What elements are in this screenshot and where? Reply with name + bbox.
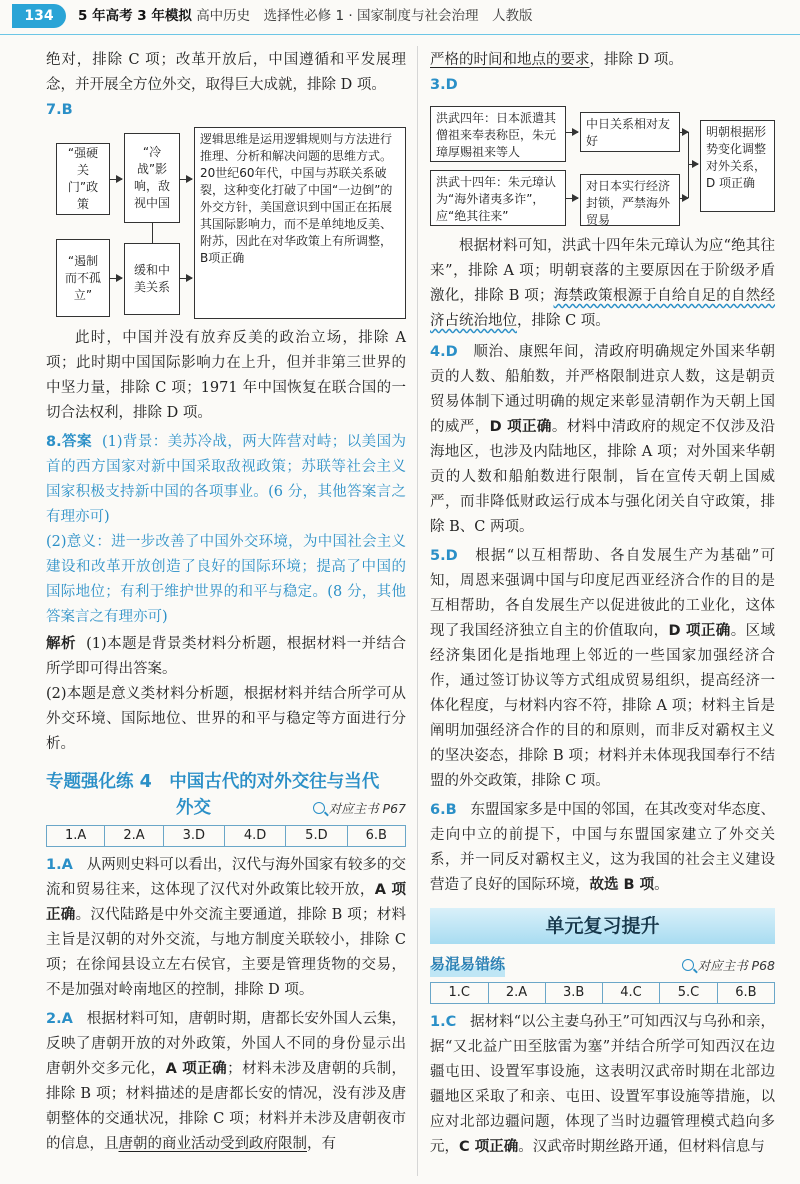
question-1 xyxy=(46,853,406,1003)
question-answer: A xyxy=(61,1011,73,1027)
q4-text: 顺治、康熙年间，清政府明确规定外国来华朝贡的人数、船舶数，并严格限制进京人数，这是朝贡贸易体制下通过明确的规定来彰显清朝作为天朝上国的威严， xyxy=(430,344,775,435)
flow-box-hardline-policy: “强硬关门”政策 xyxy=(56,143,110,215)
q5-correct: D 项正确 xyxy=(668,623,731,639)
sub-section-label: 易混易错练 xyxy=(430,952,505,977)
q2-underlined: 唐朝的商业活动受到政府限制 xyxy=(118,1136,307,1152)
connector-line xyxy=(680,198,688,199)
question-2 xyxy=(46,1007,406,1157)
question-8 xyxy=(46,430,406,530)
q8-analysis-1: (1)本题是背景类材料分析题，根据材料一并结合所学即可得出答案。 xyxy=(46,636,406,677)
unit-review-banner: 单元复习提升 xyxy=(430,908,775,944)
q3-wavy: 海禁政策根源于自给自足的自然经济占统治地位 xyxy=(430,288,776,329)
search-icon xyxy=(313,802,325,814)
question-answer: B xyxy=(445,802,457,818)
sub-ref-text: 对应主书 P68 xyxy=(697,958,775,973)
q2-continuation xyxy=(430,48,775,73)
answer-cell: 4.D xyxy=(224,826,285,847)
question-number: 2. xyxy=(46,1011,62,1027)
q2-text: 根据材料可知，唐朝时期，唐都长安外国人云集，反映了唐朝开放的对外政策，外国人不同的身份显示出唐朝外交多元化， xyxy=(46,1011,407,1077)
q3-explanation xyxy=(430,234,775,334)
connector-line xyxy=(152,223,153,243)
page-header xyxy=(0,0,800,35)
question-number: 4. xyxy=(430,344,446,360)
r1-correct: C 项正确 xyxy=(459,1139,519,1155)
arrow xyxy=(180,278,192,279)
q8-answer-1: (1)背景：美苏冷战，两大阵营对峙；以美国为首的西方国家对新中国采取敌视政策；苏联等社会主义国家积极支持新中国的各项事业。(6 分，其他答案言之有理亦可) xyxy=(46,434,406,525)
question-number: 3. xyxy=(430,77,446,93)
q2-correct: A 项正确 xyxy=(165,1061,228,1077)
question-answer: C xyxy=(445,1014,457,1030)
q1-text-cont: 。汉代陆路是中外交流主要通道，排除 B 项；材料主旨是汉朝的对外交流，与地方制度关联较小，排除 C 项；在徐闻县设立左右侯官，主要是管理货物的交易，不是加强对岭南地区的控制，排除 D 项。 xyxy=(46,907,407,998)
answer-cell: 6.B xyxy=(717,983,774,1004)
q6-text-end: 。 xyxy=(654,877,669,893)
q7-flowchart xyxy=(46,127,406,322)
answer-cell: 3.B xyxy=(545,983,602,1004)
r1-text: 据材料“以公主妻乌孙王”可知西汉与乌孙和亲，据“又北益广田至胘雷为塞”并结合所学可知西汉在边疆屯田、设置军事设施，这表明汉武帝时期在北部边疆地区采取了和亲、屯田、设置军事设施等措施，以应对北部边疆问题，体现了当时边疆管理模式趋向多元， xyxy=(430,1014,776,1155)
question-4 xyxy=(430,340,775,540)
answer-cell: 3.D xyxy=(163,826,224,847)
section-title-row2 xyxy=(46,795,406,821)
q5-text-cont: 。区域经济集团化是指地理上邻近的一些国家加强经济合作，通过签订协议等方式组成贸易组织，提高经济一体化程度，与材料内容不符，排除 A 项；材料主旨是阐明加强经济合作的目的和原则，而非反对霸权主义的坚决姿态，排除 B 项；材料并未体现我国奉行不结盟的外交政策，排除 C 项。 xyxy=(430,623,776,789)
question-number: 8. xyxy=(46,434,62,450)
question-3 xyxy=(430,73,775,98)
answer-table xyxy=(46,825,406,847)
q3-text-end: ，排除 C 项。 xyxy=(517,313,610,329)
question-number: 6. xyxy=(430,802,446,818)
answer-table xyxy=(430,982,775,1004)
flow-box-embargo: 对日本实行经济封锁，严禁海外贸易 xyxy=(580,174,680,226)
flow-box-conclusion: 明朝根据形势变化调整对外关系，D 项正确 xyxy=(700,120,775,212)
answer-cell: 1.A xyxy=(47,826,105,847)
flow-box-cold-war: “冷战”影响，敌视中国 xyxy=(124,133,180,223)
answer-cell: 5.D xyxy=(286,826,347,847)
answer-row xyxy=(431,983,775,1004)
sub-section-ref xyxy=(682,953,775,978)
question-7 xyxy=(46,98,406,123)
q2-cont-end: ，排除 D 项。 xyxy=(589,52,683,68)
flow-box-containment: “遏制而不孤立” xyxy=(56,239,110,317)
intro-text: 绝对，排除 C 项；改革开放后，中国遵循和平发展理念，并开展全方位外交，取得巨大成就，排除 D 项。 xyxy=(46,52,406,93)
r1-text-cont: 。汉武帝时期丝路开通，但材料信息与 xyxy=(518,1139,765,1155)
flow-box-friendly: 中日关系相对友好 xyxy=(580,112,680,152)
arrow xyxy=(566,132,578,133)
q5-text: 根据“以互相帮助、各自发展生产为基础”可知，周恩来强调中国与印度尼西亚经济合作的目的是互相帮助，各自发展生产以促进彼此的工业化，这体现了我国经济独立自主的价值取向， xyxy=(430,548,776,639)
left-column xyxy=(46,48,406,1157)
arrow xyxy=(110,179,122,180)
question-answer: A xyxy=(61,857,73,873)
section-title-line1: 专题强化练 4 中国古代的对外交往与当代 xyxy=(46,772,380,792)
flow-box-hongwu-14: 洪武十四年：朱元璋认为“海外诸夷多诈”，应“绝其往来” xyxy=(430,170,566,226)
sub-section-heading xyxy=(430,952,775,978)
connector-line xyxy=(688,132,689,198)
q3-flowchart xyxy=(430,102,775,230)
q6-correct: 故选 B 项 xyxy=(589,877,655,893)
question-number: 1. xyxy=(46,857,62,873)
answer-cell: 5.C xyxy=(660,983,718,1004)
question-number: 5. xyxy=(430,548,446,564)
arrow xyxy=(110,278,122,279)
flow-box-ease-relations: 缓和中美关系 xyxy=(124,243,180,315)
flow-box-hongwu-4: 洪武四年：日本派遣其僧祖来奉表称臣，朱元璋厚赐祖来等人 xyxy=(430,106,566,162)
q2-text-cont: ；材料未涉及唐朝的兵制，排除 B 项；材料描述的是唐都长安的情况，没有涉及唐朝整体的交通状况，排除 C 项；材料并未涉及唐朝夜市的信息，且 xyxy=(46,1061,407,1152)
column-divider xyxy=(417,46,418,1176)
q2-cont-underlined: 严格的时间和地点的要求 xyxy=(430,52,590,68)
review-question-1 xyxy=(430,1010,775,1160)
question-5 xyxy=(430,544,775,794)
answer-cell: 2.A xyxy=(488,983,545,1004)
question-number: 7. xyxy=(46,102,62,118)
header-title xyxy=(78,4,532,28)
q4-correct: D 项正确 xyxy=(489,419,552,435)
question-answer: D xyxy=(445,344,458,360)
answer-cell: 6.B xyxy=(347,826,405,847)
question-answer: D xyxy=(445,77,458,93)
arrow xyxy=(180,179,192,180)
analysis-label: 解析 xyxy=(46,636,76,652)
section-heading xyxy=(46,769,406,821)
q8-analysis-2: (2)本题是意义类材料分析题，根据材料并结合所学可从外交环境、国际地位、世界的和平与稳定等方面进行分析。 xyxy=(46,686,406,752)
section-title-line2: 外交 xyxy=(176,798,211,818)
question-answer: D xyxy=(445,548,458,564)
q2-text-end: ，有 xyxy=(307,1136,336,1152)
question-6 xyxy=(430,798,775,898)
section-ref-text: 对应主书 P67 xyxy=(328,801,406,816)
answer-label: 答案 xyxy=(61,434,92,450)
series-name: 5 年高考 3 年模拟 xyxy=(78,8,192,24)
section-ref xyxy=(313,796,406,821)
right-column xyxy=(430,48,775,1160)
q6-text: 东盟国家多是中国的邻国，在其改变对华态度、走向中立的前提下，中国与东盟国家建立了外交关系，并一同反对霸权主义，这为我国的社会主义建设营造了良好的国际环境， xyxy=(430,802,775,893)
connector-line xyxy=(680,132,688,133)
q1-text: 从两则史料可以看出，汉代与海外国家有较多的交流和贸易往来，这体现了汉代对外政策比较开放， xyxy=(46,857,407,898)
subject-name: 高中历史 选择性必修 1 · 国家制度与社会治理 人教版 xyxy=(196,8,533,24)
q3-text: 根据材料可知，洪武十四年朱元璋认为应“绝其往来”，排除 A 项；明朝衰落的主要原因在于阶级矛盾激化，排除 B 项； xyxy=(430,238,775,304)
answer-cell: 4.C xyxy=(602,983,660,1004)
arrow xyxy=(688,164,698,165)
answer-row xyxy=(47,826,406,847)
page-number: 134 xyxy=(12,4,66,28)
arrow xyxy=(566,198,578,199)
question-answer: B xyxy=(61,102,73,118)
flow-box-analysis: 逻辑思维是运用逻辑规则与方法进行推理、分析和解决问题的思维方式。20世纪60年代，中国与苏联关系破裂，这种变化打破了中国“一边倒”的外交方针，美国意识到中国正在拓展其国际影响力，而不是单纯地反美、附苏，因此在对华政策上有所调整，B项正确 xyxy=(194,127,406,319)
q4-text-cont: 。材料中清政府的规定不仅涉及沿海地区，也涉及内陆地区，排除 A 项；对外国来华朝贡的人数和船舶数进行限制，旨在宣传天朝上国威严，而非降低财政运行成本与强化闭关自守政策，排除 B、C 两项。 xyxy=(430,419,776,535)
question-number: 1. xyxy=(430,1014,446,1030)
q7-explanation: 此时，中国并没有放弃反美的政治立场，排除 A 项；此时期中国国际影响力在上升，但并非第三世界的中坚力量，排除 C 项；1971 年中国恢复在联合国的一切合法权利，排除 D 项。 xyxy=(46,330,406,421)
search-icon xyxy=(682,959,694,971)
q8-analysis-1-row xyxy=(46,632,406,682)
q1-correct: A 项正确 xyxy=(46,882,406,923)
answer-cell: 2.A xyxy=(105,826,163,847)
q8-answer-2: (2)意义：进一步改善了中国外交环境，为中国社会主义建设和改革开放创造了良好的国际环境；提高了中国的国际地位；有利于维护世界的和平与稳定。(8 分，其他答案言之有理亦可) xyxy=(46,534,406,625)
answer-cell: 1.C xyxy=(431,983,489,1004)
